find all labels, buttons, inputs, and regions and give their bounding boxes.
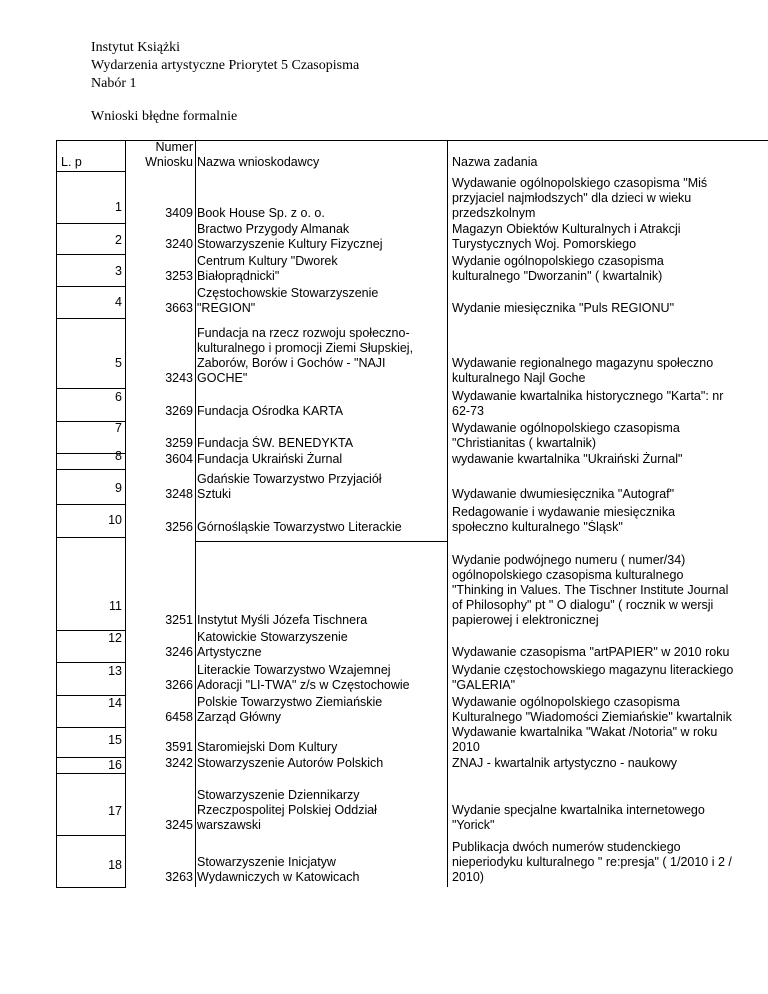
row-task: Wydawanie czasopisma "artPAPIER" w 2010 roku	[452, 645, 730, 659]
row-task: przedszkolnym	[452, 206, 536, 220]
row-divider-lp	[56, 318, 126, 319]
row-lp: 15	[108, 733, 122, 747]
row-numer: 3604	[165, 452, 193, 466]
row-applicant: Bractwo Przygody Almanak	[197, 222, 350, 236]
row-task: kulturalnego "Dworzanin" ( kwartalnik)	[452, 269, 663, 283]
row-task: przyjaciel najmłodszych" dla dzieci w wieku	[452, 191, 692, 205]
row-numer: 3240	[165, 237, 193, 251]
applicant-section-top-border	[195, 541, 448, 542]
header-lp: L. p	[61, 155, 82, 169]
row-task: Wydawanie kwartalnika "Wakat /Notoria" w roku	[452, 725, 718, 739]
row-task: 2010)	[452, 870, 484, 884]
row-applicant: Fundacja na rzecz rozwoju społeczno-	[197, 326, 410, 340]
row-applicant: Górnośląskie Towarzystwo Literackie	[197, 520, 402, 534]
row-task: Wydanie specjalne kwartalnika internetowego	[452, 803, 705, 817]
row-divider-lp	[56, 286, 126, 287]
row-divider-lp	[56, 662, 126, 663]
row-numer: 3245	[165, 818, 193, 832]
row-lp: 2	[115, 233, 122, 247]
row-numer: 3409	[165, 206, 193, 220]
row-numer: 3243	[165, 371, 193, 385]
row-lp: 1	[115, 200, 122, 214]
row-applicant: Białoprądnicki"	[197, 269, 280, 283]
row-lp: 16	[108, 758, 122, 772]
row-applicant: Centrum Kultury "Dworek	[197, 254, 338, 268]
row-applicant: Katowickie Stowarzyszenie	[197, 630, 348, 644]
row-task: Wydawanie dwumiesięcznika "Autograf"	[452, 487, 675, 501]
row-numer: 3253	[165, 269, 193, 283]
row-task: Wydanie miesięcznika "Puls REGIONU"	[452, 301, 675, 315]
row-divider-lp	[56, 773, 126, 774]
row-numer: 3269	[165, 404, 193, 418]
row-lp: 7	[115, 421, 122, 435]
row-applicant: Zaborów, Borów i Gochów - "NAJI	[197, 356, 386, 370]
row-task: "Christianitas ( kwartalnik)	[452, 436, 597, 450]
row-lp: 9	[115, 481, 122, 495]
row-numer: 3251	[165, 613, 193, 627]
row-applicant: Sztuki	[197, 487, 232, 501]
table-bottom-border	[56, 887, 126, 888]
header-row-bottom-border	[56, 171, 126, 172]
row-applicant: Instytut Myśli Józefa Tischnera	[197, 613, 368, 627]
row-task: Publikacja dwóch numerów studenckiego	[452, 840, 681, 854]
row-numer: 3259	[165, 436, 193, 450]
row-applicant: Book House Sp. z o. o.	[197, 206, 325, 220]
section-title: Wnioski błędne formalnie	[91, 109, 238, 124]
row-task: Redagowanie i wydawanie miesięcznika	[452, 505, 676, 519]
row-applicant: Częstochowskie Stowarzyszenie	[197, 286, 379, 300]
row-lp: 3	[115, 264, 122, 278]
row-task: "GALERIA"	[452, 678, 516, 692]
row-numer: 3248	[165, 487, 193, 501]
numer-column-right-border	[195, 140, 196, 887]
row-divider-lp	[56, 835, 126, 836]
row-task: Turystycznych Woj. Pomorskiego	[452, 237, 637, 251]
row-lp: 11	[109, 599, 122, 613]
row-applicant: Fundacja ŚW. BENEDYKTA	[197, 436, 354, 450]
row-applicant: Stowarzyszenie Autorów Polskich	[197, 756, 384, 770]
row-applicant: Stowarzyszenie Inicjatyw	[197, 855, 336, 869]
header-wniosku: Wniosku	[145, 155, 193, 169]
row-numer: 3242	[165, 756, 193, 770]
row-task: Wydanie częstochowskiego magazynu literackiego	[452, 663, 734, 677]
row-task: of Philosophy" pt " O dialogu" ( rocznik w wersji	[452, 598, 714, 612]
row-task: nieperiodyku kulturalnego " re:presja" ( 1/2010 i 2 /	[452, 855, 732, 869]
row-applicant: Rzeczpospolitej Polskiej Oddział	[197, 803, 377, 817]
row-applicant: "REGION"	[197, 301, 256, 315]
row-task: Wydawanie ogólnopolskiego czasopisma "Miś	[452, 176, 708, 190]
row-applicant: Gdańskie Towarzystwo Przyjaciół	[197, 472, 382, 486]
row-applicant: Fundacja Ośrodka KARTA	[197, 404, 344, 418]
row-lp: 10	[108, 513, 122, 527]
row-applicant: Stowarzyszenie Dziennikarzy	[197, 788, 360, 802]
row-task: "Thinking in Values. The Tischner Institute Journal	[452, 583, 729, 597]
row-lp: 17	[108, 804, 122, 818]
row-lp: 18	[108, 858, 122, 872]
lp-column-right-border	[125, 140, 126, 887]
row-applicant: Staromiejski Dom Kultury	[197, 740, 338, 754]
row-lp: 12	[108, 631, 122, 645]
row-applicant: GOCHE"	[197, 371, 248, 385]
applicant-column-right-border	[447, 140, 448, 887]
row-numer: 3591	[165, 740, 193, 754]
row-applicant: kulturalnego i promocji Ziemi Słupskiej,	[197, 341, 414, 355]
row-task: Wydanie ogólnopolskiego czasopisma	[452, 254, 664, 268]
row-task: Wydanie podwójnego numeru ( numer/34)	[452, 553, 686, 567]
row-applicant: Fundacja Ukraiński Żurnal	[197, 452, 343, 466]
row-divider-lp	[56, 504, 126, 505]
row-numer: 6458	[165, 710, 193, 724]
row-applicant: Stowarzyszenie Kultury Fizycznej	[197, 237, 383, 251]
row-applicant: warszawski	[197, 818, 261, 832]
row-applicant: Literackie Towarzystwo Wzajemnej	[197, 663, 391, 677]
row-task: 2010	[452, 740, 480, 754]
row-lp: 5	[115, 356, 122, 370]
row-applicant: Zarząd Główny	[197, 710, 282, 724]
row-task: społeczno kulturalnego "Śląsk"	[452, 520, 623, 534]
header-numer: Numer	[155, 140, 193, 154]
row-divider-lp	[56, 727, 126, 728]
row-task: papierowej i elektronicznej	[452, 613, 599, 627]
row-task: ZNAJ - kwartalnik artystyczno - naukowy	[452, 756, 678, 770]
row-divider-lp	[56, 469, 126, 470]
row-task: ogólnopolskiego czasopisma kulturalnego	[452, 568, 684, 582]
row-numer: 3663	[165, 301, 193, 315]
header-nazwa-zadania: Nazwa zadania	[452, 155, 538, 169]
row-task: wydawanie kwartalnika "Ukraiński Żurnal"	[452, 452, 683, 466]
row-divider-lp	[56, 223, 126, 224]
row-task: "Yorick"	[452, 818, 495, 832]
row-task: Wydawanie ogólnopolskiego czasopisma	[452, 421, 680, 435]
header-round: Nabór 1	[91, 76, 137, 91]
row-numer: 3263	[165, 870, 193, 884]
row-applicant: Polskie Towarzystwo Ziemiańskie	[197, 695, 383, 709]
row-numer: 3246	[165, 645, 193, 659]
row-task: 62-73	[452, 404, 484, 418]
row-task: kulturalnego Najl Goche	[452, 371, 586, 385]
row-task: Wydawanie regionalnego magazynu społeczno	[452, 356, 714, 370]
row-applicant: Artystyczne	[197, 645, 262, 659]
row-lp: 13	[108, 664, 122, 678]
row-lp: 6	[115, 390, 122, 404]
header-program: Wydarzenia artystyczne Priorytet 5 Czasopisma	[91, 58, 360, 73]
row-task: Magazyn Obiektów Kulturalnych i Atrakcji	[452, 222, 681, 236]
row-numer: 3256	[165, 520, 193, 534]
row-divider-lp	[56, 254, 126, 255]
row-task: Kulturalnego "Wiadomości Ziemiańskie" kwartalnik	[452, 710, 732, 724]
row-task: Wydawanie kwartalnika historycznego "Karta": nr	[452, 389, 724, 403]
header-institute: Instytut Książki	[91, 40, 181, 55]
row-applicant: Wydawniczych w Katowicach	[197, 870, 360, 884]
header-nazwa-wnioskodawcy: Nazwa wnioskodawcy	[197, 155, 320, 169]
row-divider-lp	[56, 388, 126, 389]
row-task: Wydawanie ogólnopolskiego czasopisma	[452, 695, 680, 709]
row-lp: 4	[115, 295, 122, 309]
row-lp: 8	[115, 449, 122, 463]
row-lp: 14	[108, 696, 122, 710]
row-numer: 3266	[165, 678, 193, 692]
row-divider-lp	[56, 537, 126, 538]
row-applicant: Adoracji "LI-TWA" z/s w Częstochowie	[197, 678, 410, 692]
